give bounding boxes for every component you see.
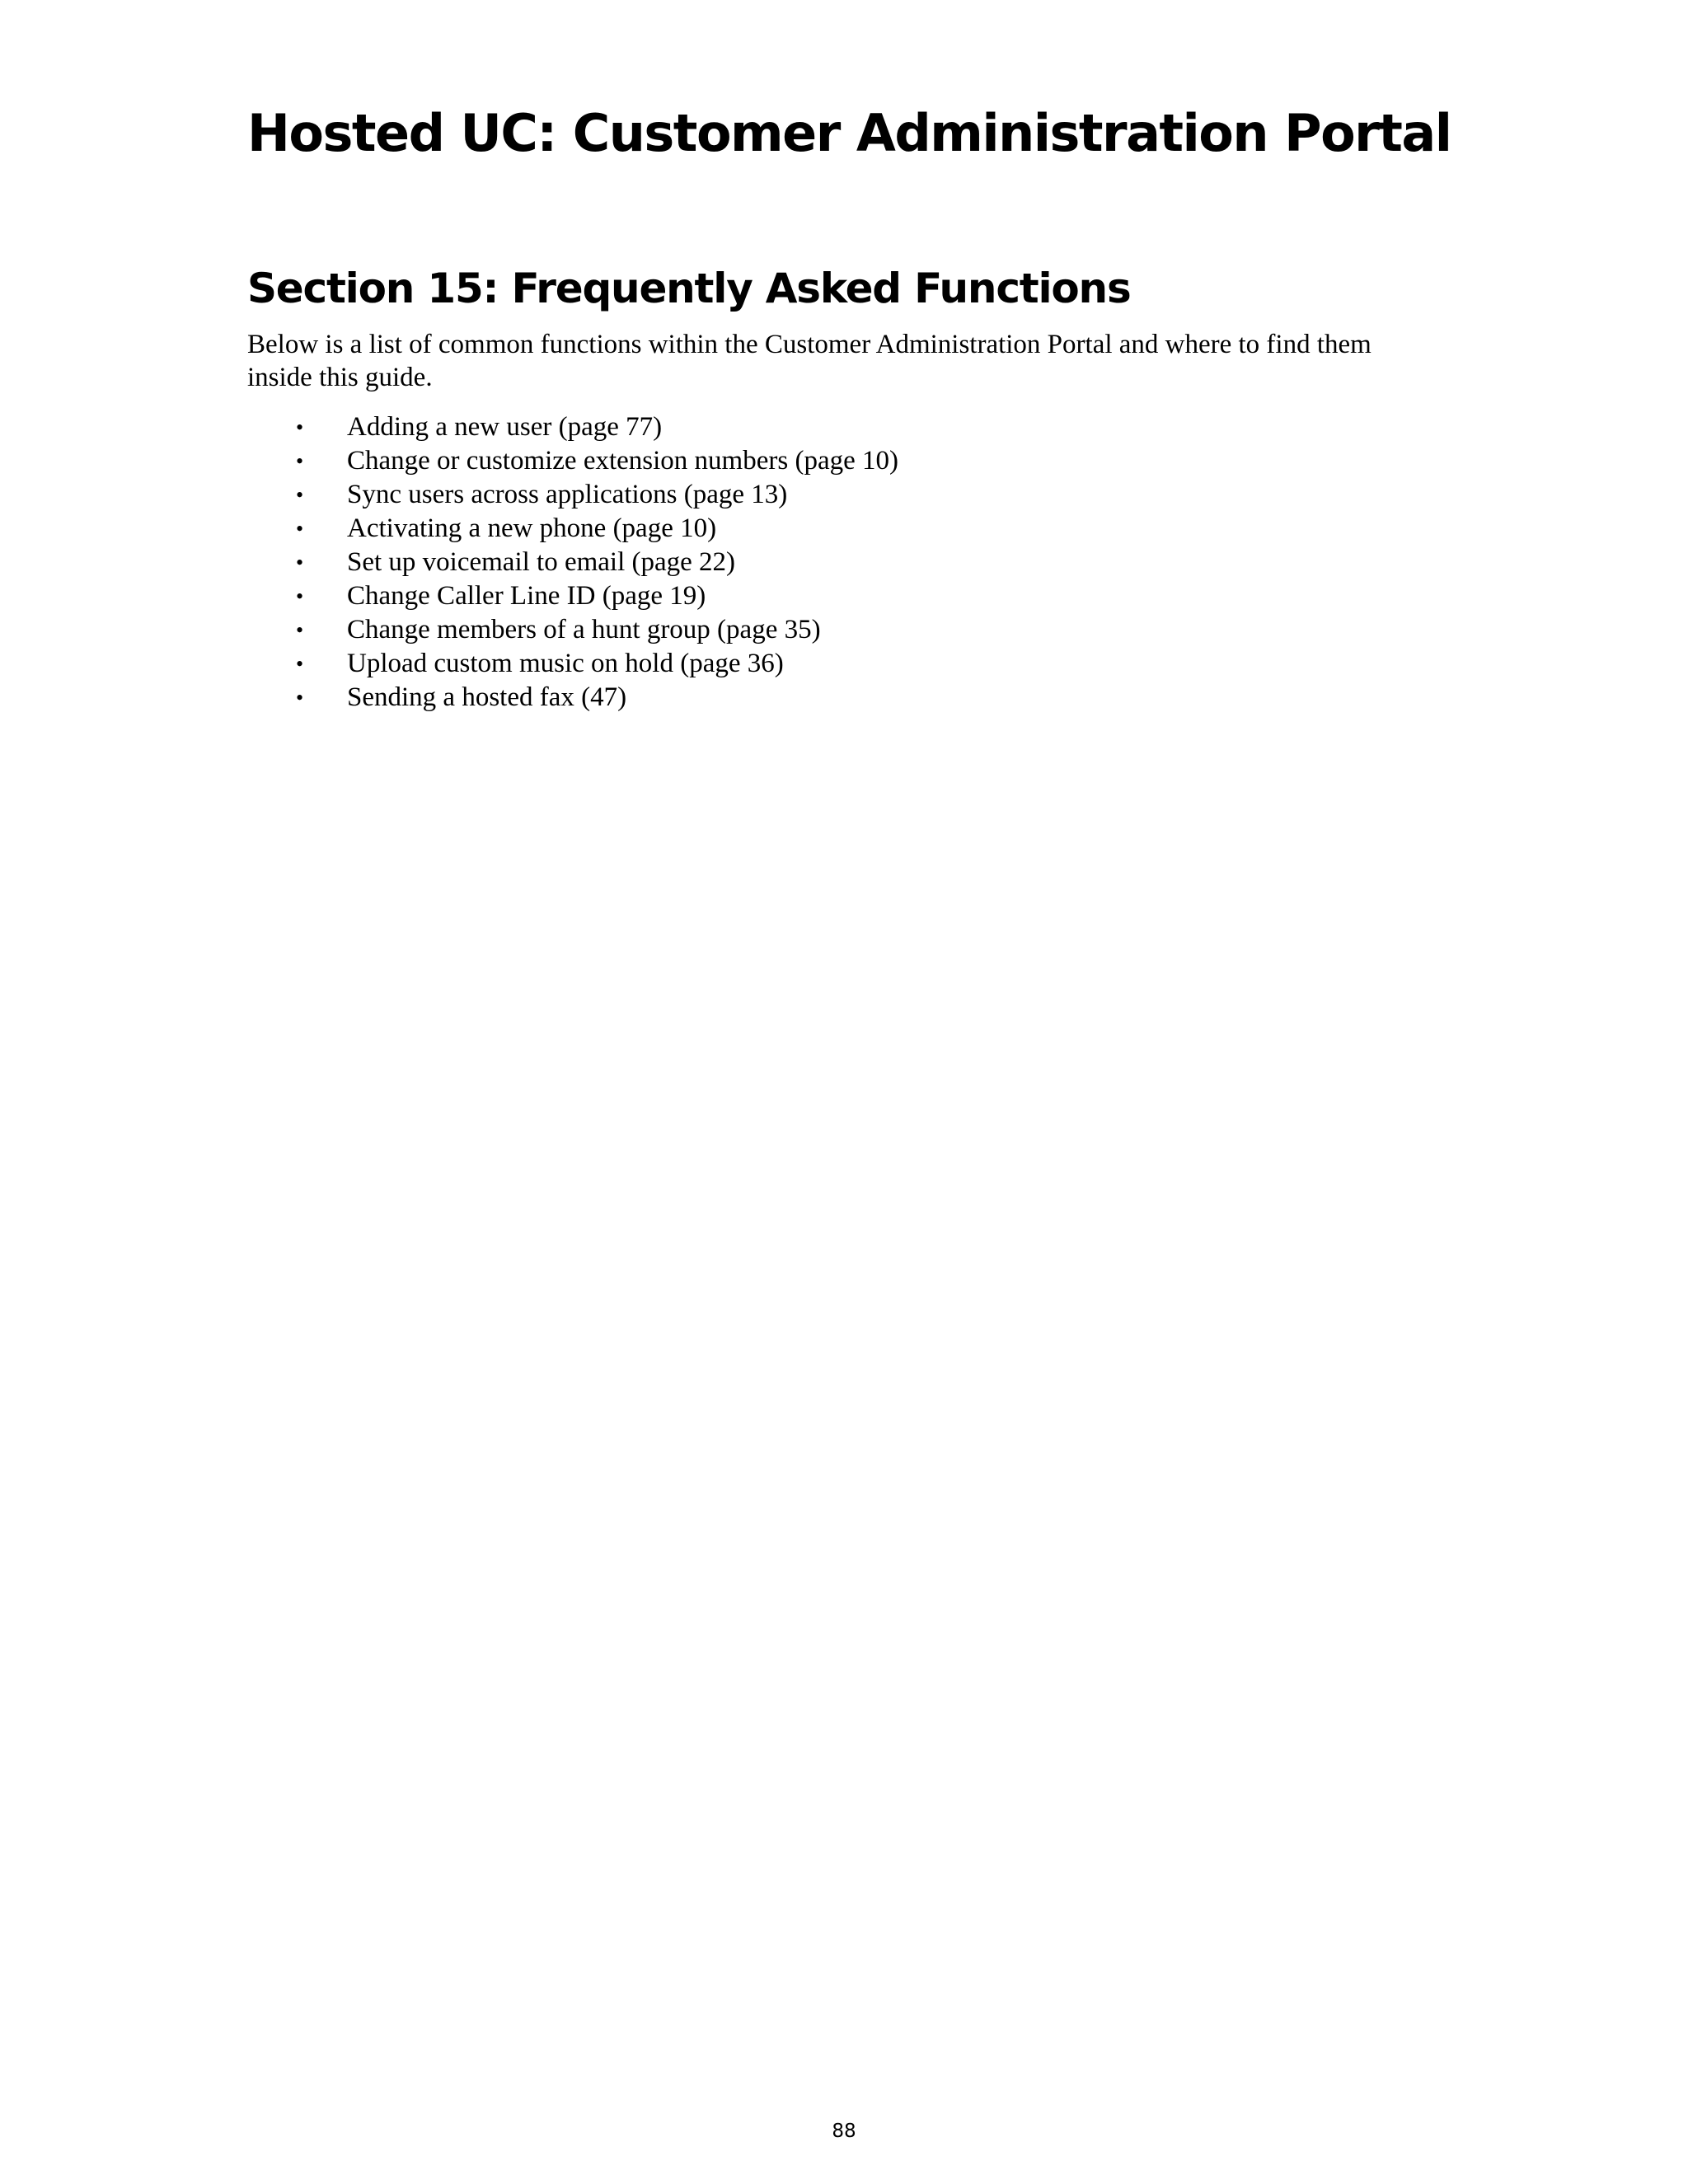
list-item (247, 478, 898, 512)
page-number: 88 (832, 2121, 856, 2142)
bullet-icon: • (296, 449, 304, 473)
list-item (247, 579, 898, 613)
list-item (247, 512, 898, 546)
list-item-text: Change Caller Line ID (page 19) (347, 581, 706, 611)
bullet-icon: • (296, 415, 304, 439)
bullet-icon: • (296, 652, 304, 676)
list-item-text: Change or customize extension numbers (page 10) (347, 446, 898, 476)
bullet-icon: • (296, 551, 304, 574)
list-item (247, 647, 898, 681)
list-item-text: Change members of a hunt group (page 35) (347, 615, 821, 644)
list-item (247, 681, 898, 715)
list-item-text: Adding a new user (page 77) (347, 412, 663, 442)
list-item (247, 444, 898, 478)
list-item-text: Upload custom music on hold (page 36) (347, 649, 784, 678)
intro-paragraph: Below is a list of common functions within the Customer Administration Portal and where to find them inside this guide. (247, 330, 1372, 392)
bullet-icon: • (296, 584, 304, 608)
faq-list (247, 410, 898, 715)
list-item (247, 613, 898, 647)
bullet-icon: • (296, 517, 304, 541)
bullet-icon: • (296, 686, 304, 710)
list-item (247, 410, 898, 444)
list-item-text: Sync users across applications (page 13) (347, 480, 788, 509)
list-item-text: Sending a hosted fax (47) (347, 682, 627, 712)
list-item-text: Set up voicemail to email (page 22) (347, 547, 736, 577)
document-title: Hosted UC: Customer Administration Portal (247, 103, 1451, 163)
list-item (247, 546, 898, 579)
section-heading: Section 15: Frequently Asked Functions (247, 265, 1131, 312)
bullet-icon: • (296, 618, 304, 642)
bullet-icon: • (296, 483, 304, 507)
list-item-text: Activating a new phone (page 10) (347, 513, 717, 543)
